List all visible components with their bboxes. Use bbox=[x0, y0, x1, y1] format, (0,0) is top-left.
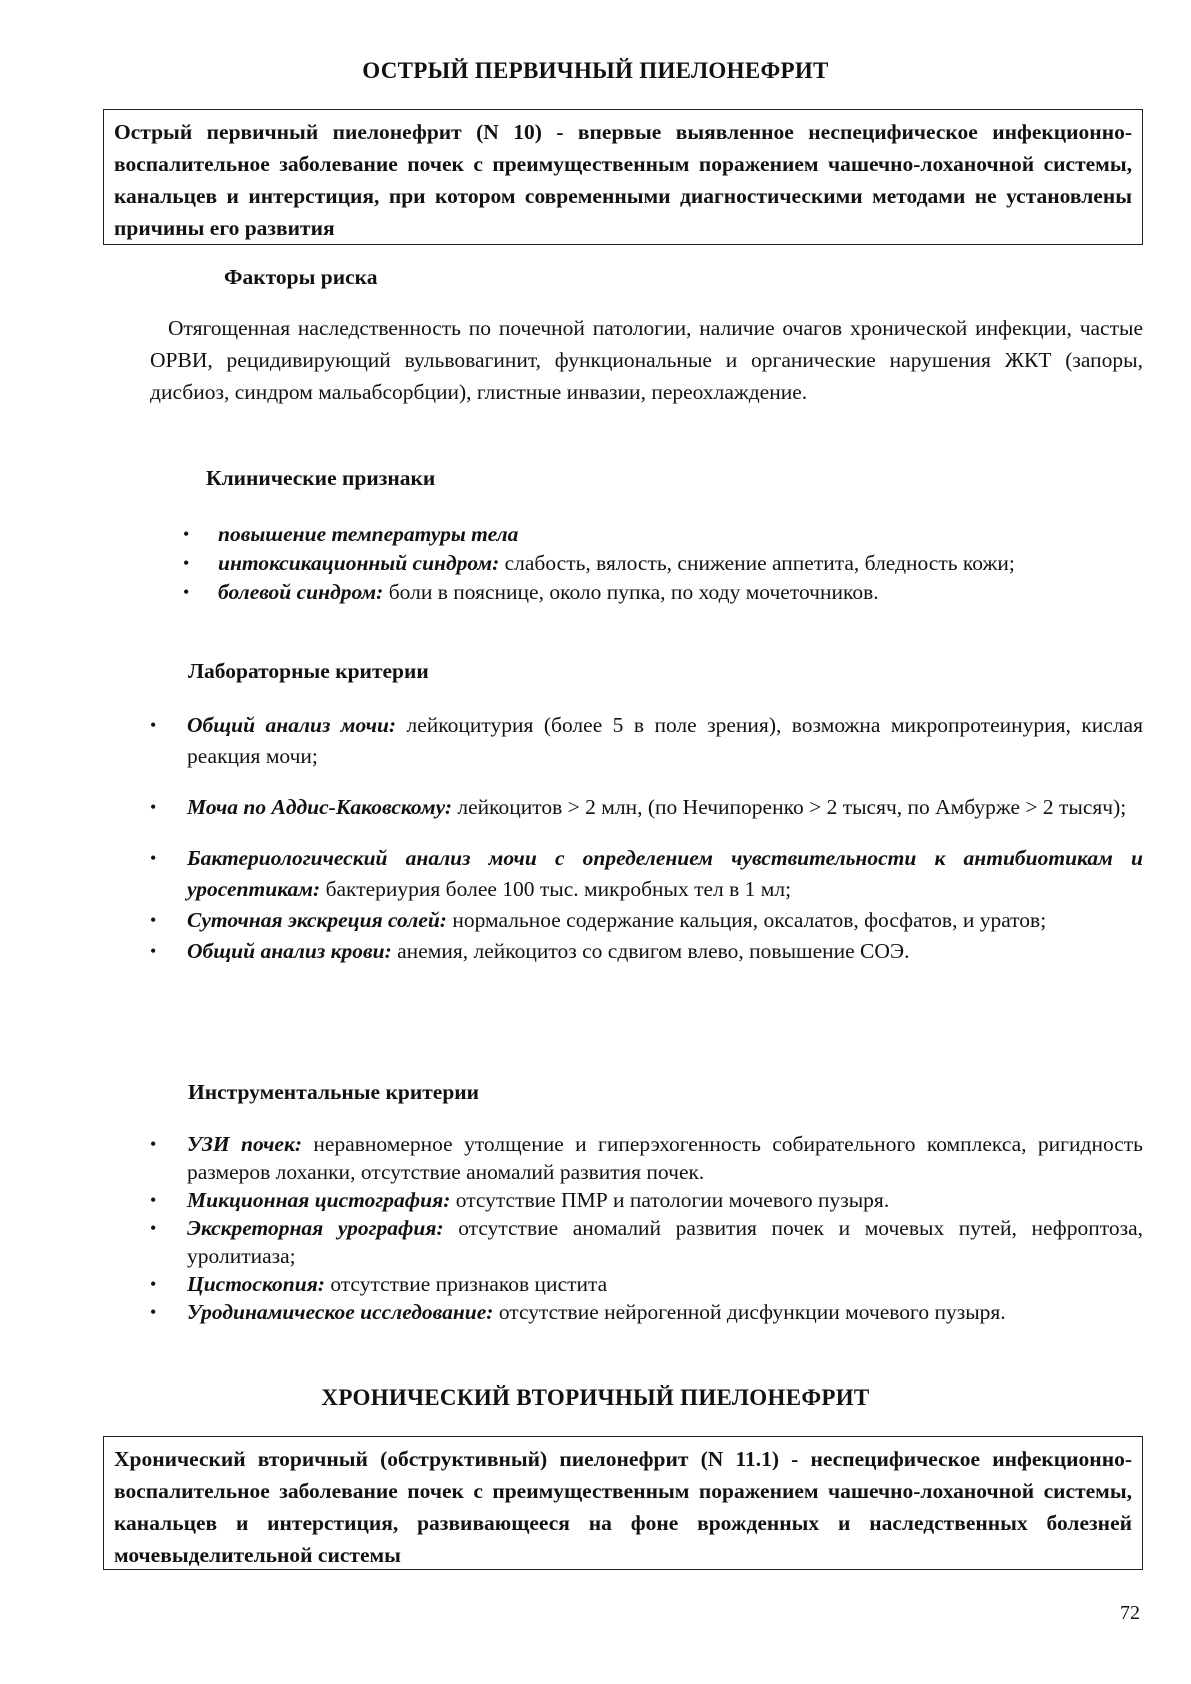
lab-criterion-item bbox=[150, 710, 1143, 772]
item-text: анемия, лейкоцитоз со сдвигом влево, повышение СОЭ. bbox=[391, 939, 910, 963]
bullet-icon: • bbox=[150, 1190, 157, 1210]
bullet-icon: • bbox=[150, 1218, 157, 1238]
item-text: отсутствие нейрогенной дисфункции мочевого пузыря. bbox=[493, 1300, 1006, 1324]
risk-factors-text: Отягощенная наследственность по почечной патологии, наличие очагов хронической инфекции, частые ОРВИ, рецидивирующий вульвовагинит, функциональные и органические нарушения ЖКТ (запоры, дисбиоз, синдром мальабсорбции), глистные инвазии, переохлаждение. bbox=[150, 316, 1143, 404]
bullet-icon: • bbox=[183, 553, 190, 573]
bullet-icon: • bbox=[183, 524, 190, 544]
bullet-icon: • bbox=[150, 715, 157, 735]
item-text: отсутствие аномалий развития почек и мочевых путей, нефроптоза, уролитиаза; bbox=[187, 1216, 1143, 1268]
clinical-signs-heading: Клинические признаки bbox=[206, 466, 436, 490]
item-term: Общий анализ мочи: bbox=[187, 713, 397, 737]
instrumental-criterion-item bbox=[150, 1130, 1143, 1186]
item-term: повышение температуры тела bbox=[218, 522, 519, 546]
bullet-icon: • bbox=[150, 1134, 157, 1154]
bullet-icon: • bbox=[150, 910, 157, 930]
item-term: Моча по Аддис-Каковскому: bbox=[187, 795, 453, 819]
clinical-sign-item bbox=[183, 578, 1143, 607]
item-text: лейкоцитурия (более 5 в поле зрения), возможна микропротеинурия, кислая реакция мочи; bbox=[187, 713, 1143, 768]
item-text: лейкоцитов > 2 млн, (по Нечипоренко > 2 тысяч, по Амбурже > 2 тысяч); bbox=[452, 795, 1127, 819]
instrumental-criterion-item bbox=[150, 1186, 1143, 1214]
item-term: Микционная цистография: bbox=[187, 1188, 451, 1212]
item-term: Бактериологический анализ мочи с определением чувствительности к антибиотикам и уросептикам: bbox=[187, 846, 1143, 901]
instrumental-criteria-list bbox=[150, 1130, 1143, 1326]
lab-criterion-item bbox=[150, 936, 1143, 967]
bullet-icon: • bbox=[150, 1274, 157, 1294]
bullet-icon: • bbox=[150, 941, 157, 961]
bullet-icon: • bbox=[183, 582, 190, 602]
item-term: болевой синдром: bbox=[218, 580, 384, 604]
item-term: УЗИ почек: bbox=[187, 1132, 303, 1156]
bullet-icon: • bbox=[150, 848, 157, 868]
item-text: отсутствие ПМР и патологии мочевого пузыря. bbox=[450, 1188, 890, 1212]
risk-factors-heading: Факторы риска bbox=[224, 265, 378, 289]
bullet-icon: • bbox=[150, 797, 157, 817]
instrumental-criterion-item bbox=[150, 1298, 1143, 1326]
section-title-chronic: ХРОНИЧЕСКИЙ ВТОРИЧНЫЙ ПИЕЛОНЕФРИТ bbox=[321, 1385, 870, 1410]
item-text: неравномерное утолщение и гиперэхогенность собирательного комплекса, ригидность размеров лоханки, отсутствие аномалий развития почек. bbox=[187, 1132, 1143, 1184]
item-text: боли в пояснице, около пупка, по ходу мочеточников. bbox=[383, 580, 879, 604]
page-number: 72 bbox=[1120, 1602, 1140, 1624]
instrumental-criteria-heading: Инструментальные критерии bbox=[188, 1080, 480, 1104]
clinical-sign-item bbox=[183, 549, 1143, 578]
lab-criterion-item bbox=[150, 843, 1143, 905]
instrumental-criterion-item bbox=[150, 1270, 1143, 1298]
instrumental-criterion-item bbox=[150, 1214, 1143, 1270]
item-text: отсутствие признаков цистита bbox=[324, 1272, 608, 1296]
item-text: нормальное содержание кальция, оксалатов, фосфатов, и уратов; bbox=[446, 908, 1047, 932]
item-text: бактериурия более 100 тыс. микробных тел в 1 мл; bbox=[320, 877, 792, 901]
section-title-acute: ОСТРЫЙ ПЕРВИЧНЫЙ ПИЕЛОНЕФРИТ bbox=[362, 58, 829, 83]
item-term: Цистоскопия: bbox=[187, 1272, 325, 1296]
bullet-icon: • bbox=[150, 1302, 157, 1322]
clinical-signs-list bbox=[183, 520, 1143, 607]
item-term: Общий анализ крови: bbox=[187, 939, 392, 963]
definition-box-acute: Острый первичный пиелонефрит (N 10) - впервые выявленное неспецифическое инфекционно-воспалительное заболевание почек с преимущественным поражением чашечно-лоханочной системы, канальцев и интерстиция, при котором современными диагностическими методами не установлены причины его развития bbox=[103, 109, 1143, 245]
lab-criterion-item bbox=[150, 792, 1143, 823]
definition-box-chronic: Хронический вторичный (обструктивный) пиелонефрит (N 11.1) - неспецифическое инфекционно-воспалительное заболевание почек с преимущественным поражением чашечно-лоханочной системы, канальцев и интерстиция, развивающееся на фоне врожденных и наследственных болезней мочевыделительной системы bbox=[103, 1436, 1143, 1570]
lab-criteria-list bbox=[150, 710, 1143, 967]
item-text: слабость, вялость, снижение аппетита, бледность кожи; bbox=[499, 551, 1015, 575]
clinical-sign-item bbox=[183, 520, 1143, 549]
item-term: Суточная экскреция солей: bbox=[187, 908, 447, 932]
lab-criterion-item bbox=[150, 905, 1143, 936]
item-term: Экскреторная урография: bbox=[187, 1216, 444, 1240]
lab-criteria-heading: Лабораторные критерии bbox=[188, 659, 429, 683]
item-term: интоксикационный синдром: bbox=[218, 551, 500, 575]
item-term: Уродинамическое исследование: bbox=[187, 1300, 494, 1324]
